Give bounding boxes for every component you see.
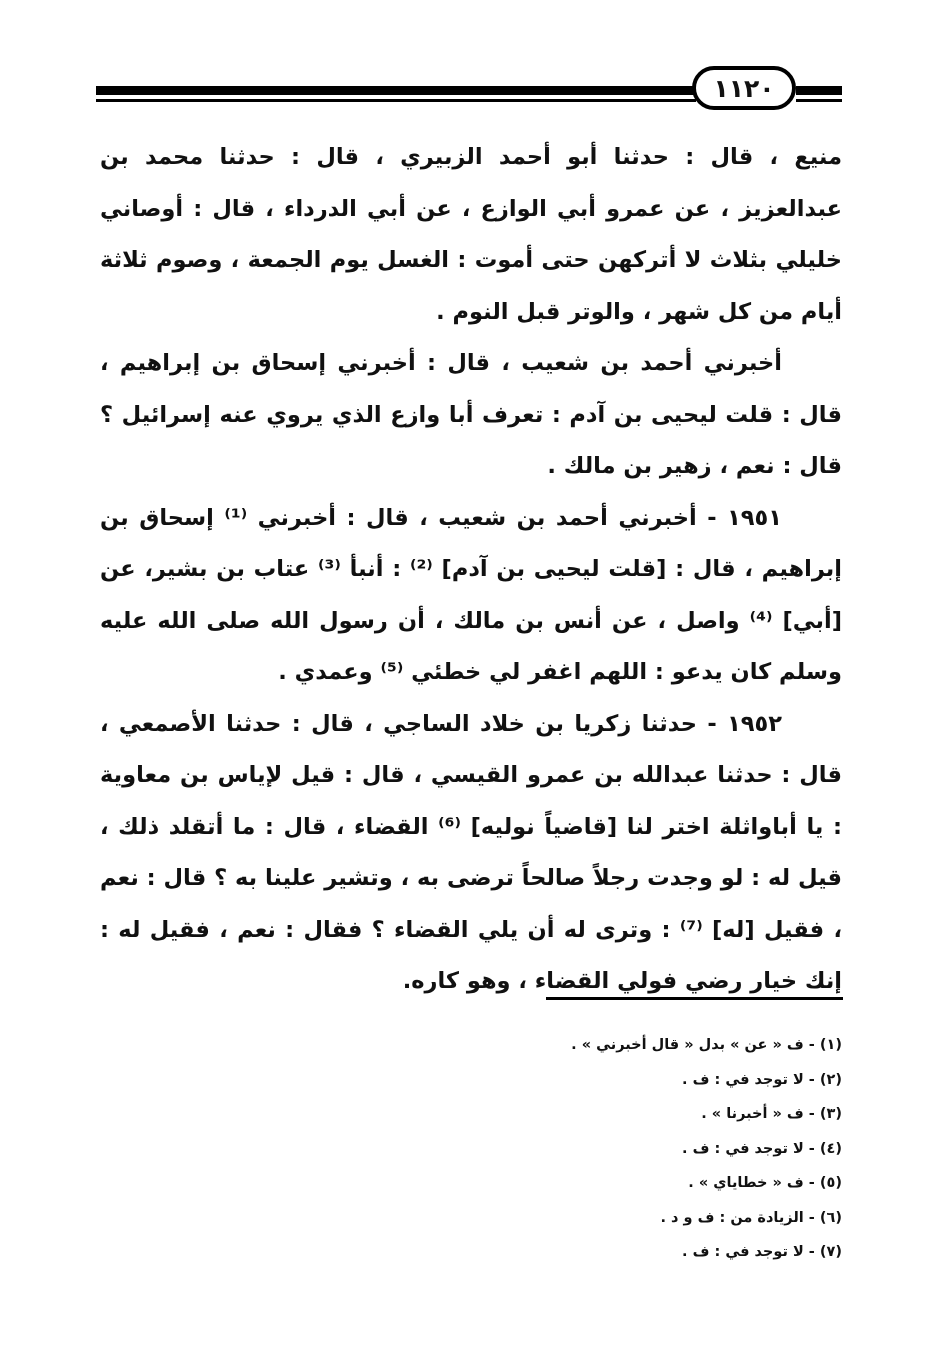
header-rule-thin [96, 99, 696, 102]
page-number: ١١٢٠ [692, 66, 796, 110]
paragraph-1: منيع ، قال : حدثنا أبو أحمد الزبيري ، قال : حدثنا محمد بن عبدالعزيز ، عن عمرو أبي الوازع ، عن أبي الدرداء ، قال : أوصاني خليلي بثلاث لا أتركهن حتى أموت : الغسل يوم الجمعة ، وصوم ثلاثة أيام من كل شهر ، والوتر قبل النوم . [100, 144, 842, 325]
paragraph-2: أخبرني أحمد بن شعيب ، قال : أخبرني إسحاق بن إبراهيم ، قال : قلت ليحيى بن آدم : تعرف أبا وازع الذي يروي عنه إسرائيل ؟ قال : نعم ، زهير بن مالك . [100, 350, 842, 479]
footnote-7: (٧) - لا توجد في : ف . [682, 1244, 842, 1260]
footnote-separator [546, 997, 843, 1000]
main-text [100, 132, 842, 1008]
footnote-6: (٦) - الزيادة من : ف و د . [660, 1209, 842, 1226]
footnotes [300, 1028, 842, 1270]
hadith-1951: ١٩٥١ - أخبرني أحمد بن شعيب ، قال : أخبرني ⁽¹⁾ إسحاق بن إبراهيم ، قال : [قلت ليحيى بن آدم] ⁽²⁾ : أنبأ ⁽³⁾ عتاب بن بشير، عن [أبي] ⁽⁴⁾ واصل ، عن أنس بن مالك ، أن رسول الله صلى الله عليه وسلم كان يدعو : اللهم اغفر لي خطئي ⁽⁵⁾ وعمدي . [100, 504, 842, 685]
header-rule-right [796, 86, 842, 95]
page-header [96, 66, 842, 110]
footnote-5: (٥) - ف « خطاياي » . [688, 1175, 842, 1191]
footnote-1: (١) - ف « عن » بدل « قال أخبرني » . [571, 1037, 842, 1053]
header-rule-right-thin [796, 99, 842, 102]
hadith-1952: ١٩٥٢ - حدثنا زكريا بن خلاد الساجي ، قال : حدثنا الأصمعي ، قال : حدثنا عبدالله بن عمرو القيسي ، قال : قيل لإياس بن معاوية : يا أباواثلة اختر لنا [قاضياً نوليه] ⁽⁶⁾ القضاء ، قال : ما أتقلد ذلك ، قيل له : لو وجدت رجلاً صالحاً ترضى به ، وتشير علينا به ؟ قال : نعم ، فقيل [له] ⁽⁷⁾ : وترى له أن يلي القضاء ؟ فقال : نعم ، فقيل له : إنك خيار رضي فولي القضاء ، وهو كاره. [100, 710, 842, 994]
footnote-2: (٢) - لا توجد في : ف . [682, 1071, 842, 1088]
header-rule [96, 86, 696, 95]
footnote-3: (٣) - ف « أخبرنا » . [701, 1106, 842, 1122]
footnote-4: (٤) - لا توجد في : ف . [682, 1140, 842, 1157]
